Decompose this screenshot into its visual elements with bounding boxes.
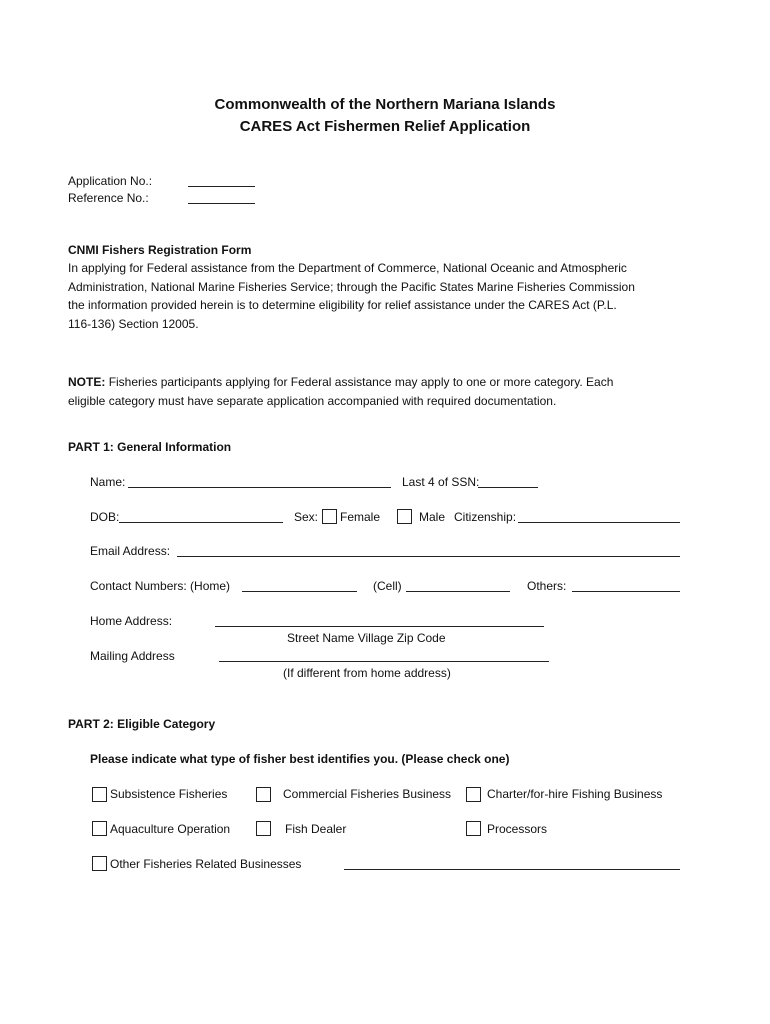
other-business-field[interactable] [344, 869, 680, 870]
mailing-caption: (If different from home address) [283, 666, 451, 680]
part1-heading: PART 1: General Information [68, 440, 232, 454]
reference-no-label: Reference No.: [68, 191, 149, 205]
subsistence-checkbox[interactable] [92, 787, 107, 802]
part2-instruction: Please indicate what type of fisher best identifies you. (Please check one) [90, 752, 510, 766]
registration-line: In applying for Federal assistance from the Department of Commerce, National Oceanic and Atmospheric [68, 261, 627, 275]
name-label: Name: [90, 475, 126, 489]
reference-no-field[interactable] [188, 203, 255, 204]
email-label: Email Address: [90, 544, 171, 558]
other-business-label: Other Fisheries Related Businesses [110, 857, 302, 871]
home-address-field[interactable] [215, 626, 544, 627]
male-checkbox[interactable] [397, 509, 412, 524]
dealer-label: Fish Dealer [285, 822, 347, 836]
other-phone-field[interactable] [572, 591, 680, 592]
registration-line: Administration, National Marine Fisheries Service; through the Pacific States Marine Fisheries Commission [68, 279, 635, 294]
application-no-field[interactable] [188, 186, 255, 187]
processors-checkbox[interactable] [466, 821, 481, 836]
note-line1: Fisheries participants applying for Federal assistance may apply to one or more category. Each [108, 375, 614, 389]
registration-line: the information provided herein is to determine eligibility for relief assistance under the CARES Act (P.L. [68, 298, 617, 312]
registration-paragraph [68, 259, 708, 333]
other-phone-label: Others: [527, 579, 567, 593]
part2-heading: PART 2: Eligible Category [68, 717, 216, 731]
home-phone-field[interactable] [242, 591, 357, 592]
commercial-label: Commercial Fisheries Business [283, 787, 452, 801]
female-checkbox[interactable] [322, 509, 337, 524]
cell-phone-label: (Cell) [373, 579, 402, 593]
citizenship-field[interactable] [518, 522, 680, 523]
dealer-checkbox[interactable] [256, 821, 271, 836]
note-paragraph [68, 373, 708, 410]
mailing-address-label: Mailing Address [90, 649, 175, 663]
home-address-label: Home Address: [90, 614, 173, 628]
cell-phone-field[interactable] [406, 591, 510, 592]
form-title-line1: Commonwealth of the Northern Mariana Islands [214, 96, 556, 113]
mailing-address-field[interactable] [219, 661, 549, 662]
aquaculture-label: Aquaculture Operation [110, 822, 231, 836]
dob-field[interactable] [119, 522, 283, 523]
female-label: Female [340, 510, 381, 524]
registration-line: 116-136) Section 12005. [68, 316, 199, 331]
male-label: Male [419, 510, 446, 524]
registration-heading: CNMI Fishers Registration Form [68, 243, 252, 257]
form-title-line2: CARES Act Fishermen Relief Application [239, 118, 531, 135]
home-phone-label: Contact Numbers: (Home) [90, 579, 231, 593]
charter-label: Charter/for-hire Fishing Business [487, 787, 663, 801]
processors-label: Processors [487, 822, 548, 836]
other-business-checkbox[interactable] [92, 856, 107, 871]
citizenship-label: Citizenship: [454, 510, 517, 524]
aquaculture-checkbox[interactable] [92, 821, 107, 836]
application-no-label: Application No.: [68, 174, 153, 188]
sex-label: Sex: [294, 510, 319, 524]
ssn-label: Last 4 of SSN: [402, 475, 480, 489]
name-field[interactable] [128, 487, 391, 488]
ssn-field[interactable] [478, 487, 538, 488]
dob-label: DOB: [90, 510, 120, 524]
commercial-checkbox[interactable] [256, 787, 271, 802]
note-label: NOTE: [68, 375, 106, 389]
subsistence-label: Subsistence Fisheries [110, 787, 228, 801]
email-field[interactable] [177, 556, 680, 557]
charter-checkbox[interactable] [466, 787, 481, 802]
note-line2: eligible category must have separate application accompanied with required documentation. [68, 393, 557, 408]
street-caption: Street Name Village Zip Code [287, 631, 446, 645]
